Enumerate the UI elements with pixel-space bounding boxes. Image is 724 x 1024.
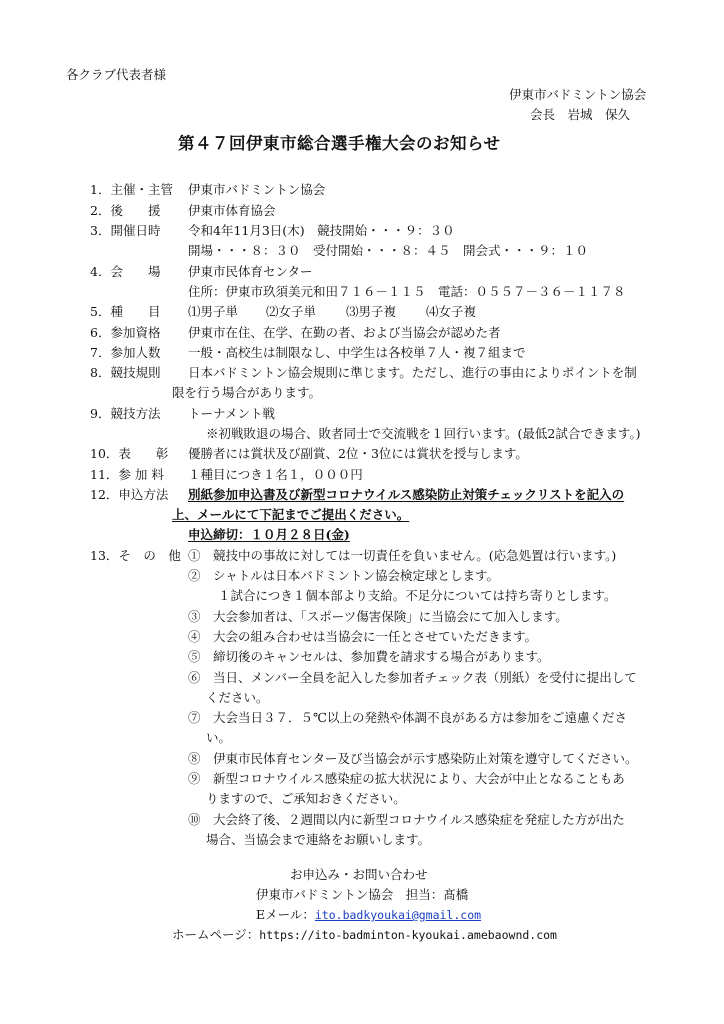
homepage-label: ホームページ： (172, 927, 260, 942)
note-7: ⑦ 大会当日３７．５℃以上の発熱や体調不良がある方は参加をご遠慮くださ (188, 710, 627, 725)
label-fee: 11．参 加 料 (90, 467, 164, 482)
note-9-cont: りますので、ご承知おきください。 (206, 791, 406, 806)
value-eligibility: 伊東市在住、在学、在勤の者、および当協会が認めた者 (188, 325, 501, 340)
email-label: Eメール： (256, 907, 315, 922)
label-datetime: 3．開催日時 (90, 223, 161, 238)
page-title: 第４７回伊東市総合選手権大会のお知らせ (178, 134, 501, 153)
note-2: ② シャトルは日本バドミントン協会検定球とします。 (188, 568, 500, 583)
value-format: トーナメント戦 (188, 406, 276, 421)
note-2-cont: １試合につき１個本部より支給。不足分については持ち寄りとします。 (218, 588, 617, 603)
value-venue: 伊東市民体育センター (188, 264, 313, 279)
contact-homepage-row (172, 926, 557, 944)
note-6: ⑥ 当日、メンバー全員を記入した参加者チェック表（別紙）を受付に提出して (188, 670, 637, 685)
note-10: ⑩ 大会終了後、２週間以内に新型コロナウイルス感染症を発症した方が出た (188, 812, 625, 827)
label-venue: 4．会 場 (90, 264, 161, 279)
label-support: 2．後 援 (90, 203, 161, 218)
contact-email-row (256, 906, 481, 924)
homepage-url[interactable]: https://ito-badminton-kyoukai.amebaownd.com (259, 928, 557, 942)
label-rules: 8．競技規則 (90, 365, 161, 380)
email-link[interactable]: ito.badkyoukai@gmail.com (314, 908, 482, 922)
value-application-1: 別紙参加申込書及び新型コロナウイルス感染防止対策チェックリストを記入の (188, 487, 625, 502)
note-9: ⑨ 新型コロナウイルス感染症の拡大状況により、大会が中止となることもあ (188, 771, 625, 786)
contact-heading: お申込み・お問い合わせ (290, 867, 428, 882)
value-awards: 優勝者には賞状及び副賞、2位・3位には賞状を授与します。 (188, 446, 528, 461)
addressee: 各クラブ代表者様 (66, 67, 167, 82)
note-5: ⑤ 締切後のキャンセルは、参加費を請求する場合があります。 (188, 649, 550, 664)
label-awards: 10．表 彰 (90, 446, 169, 461)
value-rules-1: 日本バドミントン協会規則に準じます。ただし、進行の事由によりポイントを制 (188, 365, 637, 380)
application-deadline: 申込締切：１０月２８日(金) (188, 527, 350, 542)
note-1: ① 競技中の事故に対しては一切責任を負いません。(応急処置は行います。) (188, 548, 617, 563)
value-participants: 一般・高校生は制限なし、中学生は各校単７人・複７組まで (188, 345, 526, 360)
value-support: 伊東市体育協会 (188, 203, 276, 218)
value-datetime-2: 開場・・・８：３０ 受付開始・・・８：４５ 開会式・・・９：１０ (188, 243, 589, 258)
value-venue-address: 住所：伊東市玖須美元和田７１６－１１５ 電話：０５５７－３６－１１７８ (188, 284, 626, 299)
note-8: ⑧ 伊東市民体育センター及び当協会が示す感染防止対策を遵守してください。 (188, 751, 638, 766)
label-events: 5．種 目 (90, 304, 161, 319)
value-application-2: 上、メールにて下記までご提出ください。 (172, 507, 410, 522)
sender-president: 会長 岩城 保久 (530, 107, 631, 122)
value-datetime-1: 令和4年11月3日(木) 競技開始・・・９：３０ (188, 223, 455, 238)
label-format: 9．競技方法 (90, 406, 161, 421)
note-6-cont: ください。 (206, 690, 269, 705)
event-women-doubles: ⑷女子複 (426, 304, 477, 319)
value-format-note: ※初戦敗退の場合、敗者同士で交流戦を１回行います。(最低2試合できます。) (206, 426, 641, 441)
event-men-singles: ⑴男子単 (188, 304, 239, 319)
label-eligibility: 6．参加資格 (90, 325, 161, 340)
note-7-cont: い。 (206, 730, 232, 745)
note-10-cont: 場合、当協会まで連絡をお願いします。 (206, 832, 431, 847)
label-host: 1．主催・主管 (90, 182, 173, 197)
label-other: 13．そ の 他 (90, 548, 181, 563)
event-women-singles: ⑵女子単 (266, 304, 317, 319)
event-men-doubles: ⑶男子複 (346, 304, 397, 319)
value-fee: １種目につき１名１，０００円 (188, 467, 363, 482)
contact-org: 伊東市バドミントン協会 担当：髙橋 (256, 887, 469, 902)
value-host: 伊東市バドミントン協会 (188, 182, 326, 197)
value-rules-2: 限を行う場合があります。 (172, 385, 322, 400)
sender-org: 伊東市バドミントン協会 (509, 87, 647, 102)
label-application: 12．申込方法 (90, 487, 169, 502)
note-3: ③ 大会参加者は、「スポーツ傷害保険」に当協会にて加入します。 (188, 609, 568, 624)
label-participants: 7．参加人数 (90, 345, 161, 360)
note-4: ④ 大会の組み合わせは当協会に一任とさせていただきます。 (188, 629, 538, 644)
